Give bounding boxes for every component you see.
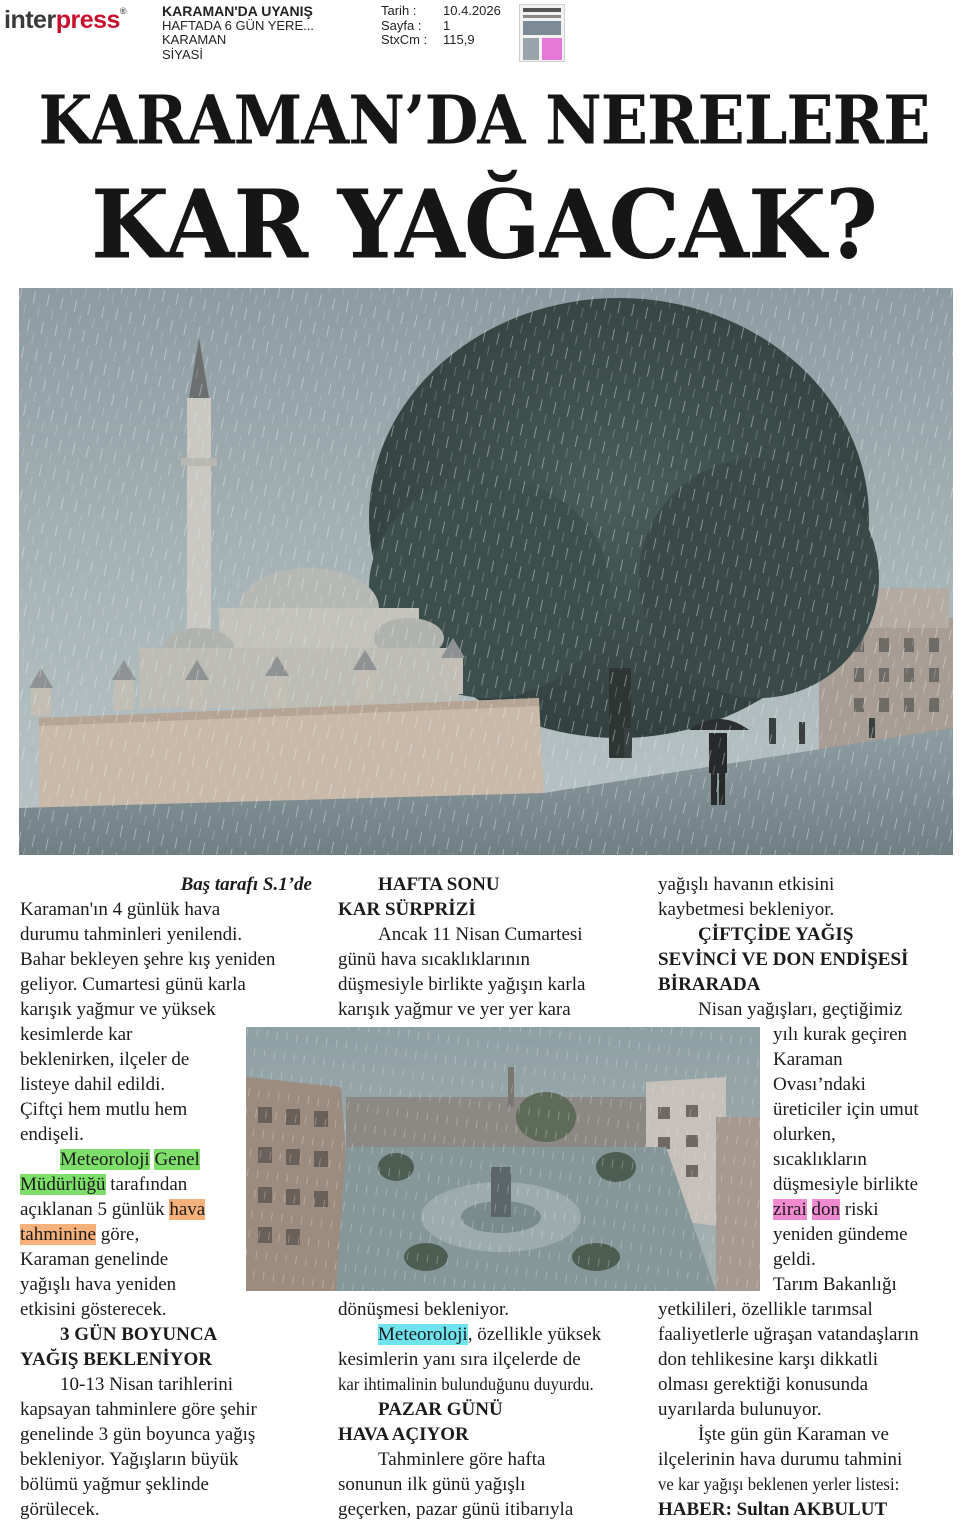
col3-paragraph-0	[658, 872, 960, 922]
subheading-line: PAZAR GÜNÜ	[378, 1399, 503, 1420]
col3-paragraph-2	[658, 1297, 962, 1422]
stxcm-value: 115,9	[443, 32, 475, 47]
col1-p3-line: bölümü yağmur şeklinde	[20, 1474, 209, 1495]
col3-p1-line: yılı kurak geçiren	[773, 1024, 908, 1045]
highlight-meteoroloji: Meteoroloji	[60, 1149, 150, 1170]
col2-paragraph-2	[338, 1322, 643, 1397]
subheading-line: KAR SÜRPRİZİ	[338, 899, 476, 920]
col1-p3-line: bekleniyor. Yağışların büyük	[20, 1449, 239, 1470]
col3-p1-line: Ovası’ndaki	[773, 1074, 866, 1095]
col3-p1-line: düşmesiyle birlikte	[773, 1174, 919, 1195]
col2-p1-line: günü hava sıcaklıklarının	[338, 949, 531, 970]
col2-p3-line: sonunun ilk günü yağışlı	[338, 1474, 526, 1495]
subheading-line: YAĞIŞ BEKLENİYOR	[20, 1349, 212, 1370]
date-label: Tarih :	[381, 3, 417, 18]
col3-p2-line: uyarılarda bulunuyor.	[658, 1399, 822, 1420]
clip-details	[381, 4, 501, 48]
date-value: 10.4.2026	[443, 3, 501, 18]
col1-p2-line: etkisini gösterecek.	[20, 1299, 167, 1320]
highlight-genel: Genel	[154, 1149, 200, 1170]
col1-p3-line: görülecek.	[20, 1499, 100, 1520]
publication-name: KARAMAN'DA UYANIŞ	[162, 3, 313, 19]
subheading-line: SEVİNCİ VE DON ENDİŞESİ	[658, 949, 909, 970]
col3-p1-line: geldi.	[773, 1249, 816, 1270]
article-column-3-narrow	[773, 1022, 961, 1297]
col1-p3-line: kapsayan tahminlere göre şehir	[20, 1399, 257, 1420]
col3-p2-line: olması gerektiği konusunda	[658, 1374, 869, 1395]
highlight-hava: hava	[169, 1199, 206, 1220]
col1-paragraph-3	[20, 1372, 320, 1522]
col3-p0-line: kaybetmesi bekleniyor.	[658, 899, 835, 920]
col1-p1-line: endişeli.	[20, 1124, 84, 1145]
col3-p3-condensed-line: ve kar yağışı beklenen yerler listesi:	[658, 1474, 900, 1494]
logo-text-press: press	[55, 6, 120, 34]
subheading-pazar-gunu	[338, 1397, 643, 1422]
page-thumbnail	[519, 4, 565, 62]
col3-p1-line: Karaman	[773, 1049, 843, 1070]
col3-paragraph-1	[773, 1022, 961, 1297]
publication-frequency: HAFTADA 6 GÜN YERE...	[162, 17, 314, 33]
second-photo-city-square	[246, 1027, 760, 1291]
col3-p3-line: ilçelerinin hava durumu tahmini	[658, 1449, 903, 1470]
col3-p1-first-line	[658, 997, 960, 1022]
col3-p1-line: Tarım Bakanlığı	[773, 1274, 897, 1295]
col1-p1-line: geliyor. Cumartesi günü karla	[20, 974, 246, 995]
col3-p1-line: yeniden gündeme	[773, 1224, 908, 1245]
col1-p3-line: 10-13 Nisan tarihlerini	[60, 1374, 234, 1395]
col3-p1-line: Nisan yağışları, geçtiğimiz	[698, 999, 903, 1020]
col2-p1-last-line: dönüşmesi bekleniyor.	[338, 1299, 509, 1320]
col1-p2-line: yağışlı hava yeniden	[20, 1274, 177, 1295]
highlight-don: don	[811, 1199, 841, 1220]
publication-city: KARAMAN	[162, 32, 227, 47]
col2-paragraph-3	[338, 1447, 643, 1522]
col1-p2-text: açıklanan 5 günlük	[20, 1199, 170, 1220]
subheading-line: HAFTA SONU	[378, 874, 500, 895]
subheading-line: HAVA AÇIYOR	[338, 1424, 469, 1445]
col1-p3-line: genelinde 3 gün boyunca yağış	[20, 1424, 256, 1445]
continued-from-reference: Baş tarafı S.1’de	[180, 874, 312, 895]
publication-info	[162, 4, 314, 62]
col3-p3-line: İşte gün gün Karaman ve	[698, 1424, 889, 1445]
col2-p2-line: kesimlerin yanı sıra ilçelerde de	[338, 1349, 581, 1370]
logo-registered-mark: ®	[119, 6, 127, 16]
col2-p1-line: karışık yağmur ve yer yer kara	[338, 999, 571, 1020]
col3-p2-line: yetkilileri, özellikle tarımsal	[658, 1299, 873, 1320]
page-value: 1	[443, 17, 451, 33]
col1-p1-line: listeye dahil edildi.	[20, 1074, 166, 1095]
subheading-pazar-gunu-cont	[338, 1422, 643, 1447]
subheading-line: BİRARADA	[658, 974, 761, 995]
subheading-3-gun	[20, 1322, 320, 1347]
col1-p2-text: göre,	[95, 1224, 140, 1245]
article-column-2-bottom	[338, 1297, 643, 1522]
col2-p1-line: Ancak 11 Nisan Cumartesi	[378, 924, 583, 945]
interpress-logo	[4, 6, 126, 35]
col1-p1-line: kesimlerde kar	[20, 1024, 133, 1045]
article-byline: HABER: Sultan AKBULUT	[658, 1499, 888, 1520]
col2-p2-text: , özellikle yüksek	[467, 1324, 602, 1345]
subheading-ciftcide	[658, 922, 960, 947]
col2-paragraph-1	[338, 922, 643, 1022]
col3-p0-line: yağışlı havanın etkisini	[658, 874, 835, 895]
subheading-ciftcide-cont-2	[658, 972, 960, 997]
publication-category: SİYASİ	[162, 46, 203, 62]
col3-p2-line: faaliyetlerle uğraşan vatandaşların	[658, 1324, 919, 1345]
subheading-hafta-sonu	[338, 872, 643, 897]
article-column-3-bottom	[658, 1297, 962, 1522]
stxcm-label: StxCm :	[381, 32, 428, 47]
subheading-ciftcide-cont	[658, 947, 960, 972]
col3-p1-line: sıcaklıkların	[773, 1149, 867, 1170]
col3-p1-line: üreticiler için umut	[773, 1099, 919, 1120]
col1-p1-line: durumu tahminleri yenilendi.	[20, 924, 243, 945]
logo-text-inter: inter	[4, 6, 56, 34]
clipping-header	[0, 0, 968, 66]
page-label: Sayfa :	[381, 17, 422, 33]
highlight-mudurlugu: Müdürlüğü	[20, 1174, 106, 1195]
stxcm-row	[381, 33, 501, 48]
col3-paragraph-3	[658, 1422, 962, 1497]
col1-p1-line: beklenirken, ilçeler de	[20, 1049, 190, 1070]
col2-p2-condensed-line: kar ihtimalinin bulunduğunu duyurdu.	[338, 1374, 594, 1394]
col1-p1-line: Çiftçi hem mutlu hem	[20, 1099, 188, 1120]
main-photo-mosque-rain	[19, 288, 953, 855]
subheading-line: ÇİFTÇİDE YAĞIŞ	[698, 924, 854, 945]
article-column-3-top	[658, 872, 960, 1022]
col3-p1-text: riski	[840, 1199, 879, 1220]
subheading-3-gun-cont	[20, 1347, 320, 1372]
date-row	[381, 4, 501, 19]
subheading-hafta-sonu-cont	[338, 897, 643, 922]
col2-p3-line: Tahminlere göre hafta	[378, 1449, 546, 1470]
col1-p1-line: karışık yağmur ve yüksek	[20, 999, 216, 1020]
col3-p1-line: olurken,	[773, 1124, 836, 1145]
highlight-tahminine: tahminine	[20, 1224, 96, 1245]
page-row	[381, 19, 501, 34]
headline-line-2: KAR YAĞACAK?	[91, 169, 877, 281]
headline-line-1: KARAMAN’DA NERELERE	[38, 81, 930, 160]
article-column-2-top	[338, 872, 643, 1022]
col1-p1-line: Karaman'ın 4 günlük hava	[20, 899, 221, 920]
col1-p2-line: Karaman genelinde	[20, 1249, 169, 1270]
col3-p2-line: don tehlikesine karşı dikkatli	[658, 1349, 879, 1370]
highlight-meteoroloji-2: Meteoroloji	[378, 1324, 468, 1345]
col1-p2-text: tarafından	[105, 1174, 188, 1195]
col2-p1-line: düşmesiyle birlikte yağışın karla	[338, 974, 586, 995]
col2-p3-line: geçerken, pazar günü itibarıyla	[338, 1499, 574, 1520]
highlight-zirai: zirai	[773, 1199, 807, 1220]
col1-p1-line: Bahar bekleyen şehre kış yeniden	[20, 949, 276, 970]
subheading-line: 3 GÜN BOYUNCA	[60, 1324, 218, 1345]
